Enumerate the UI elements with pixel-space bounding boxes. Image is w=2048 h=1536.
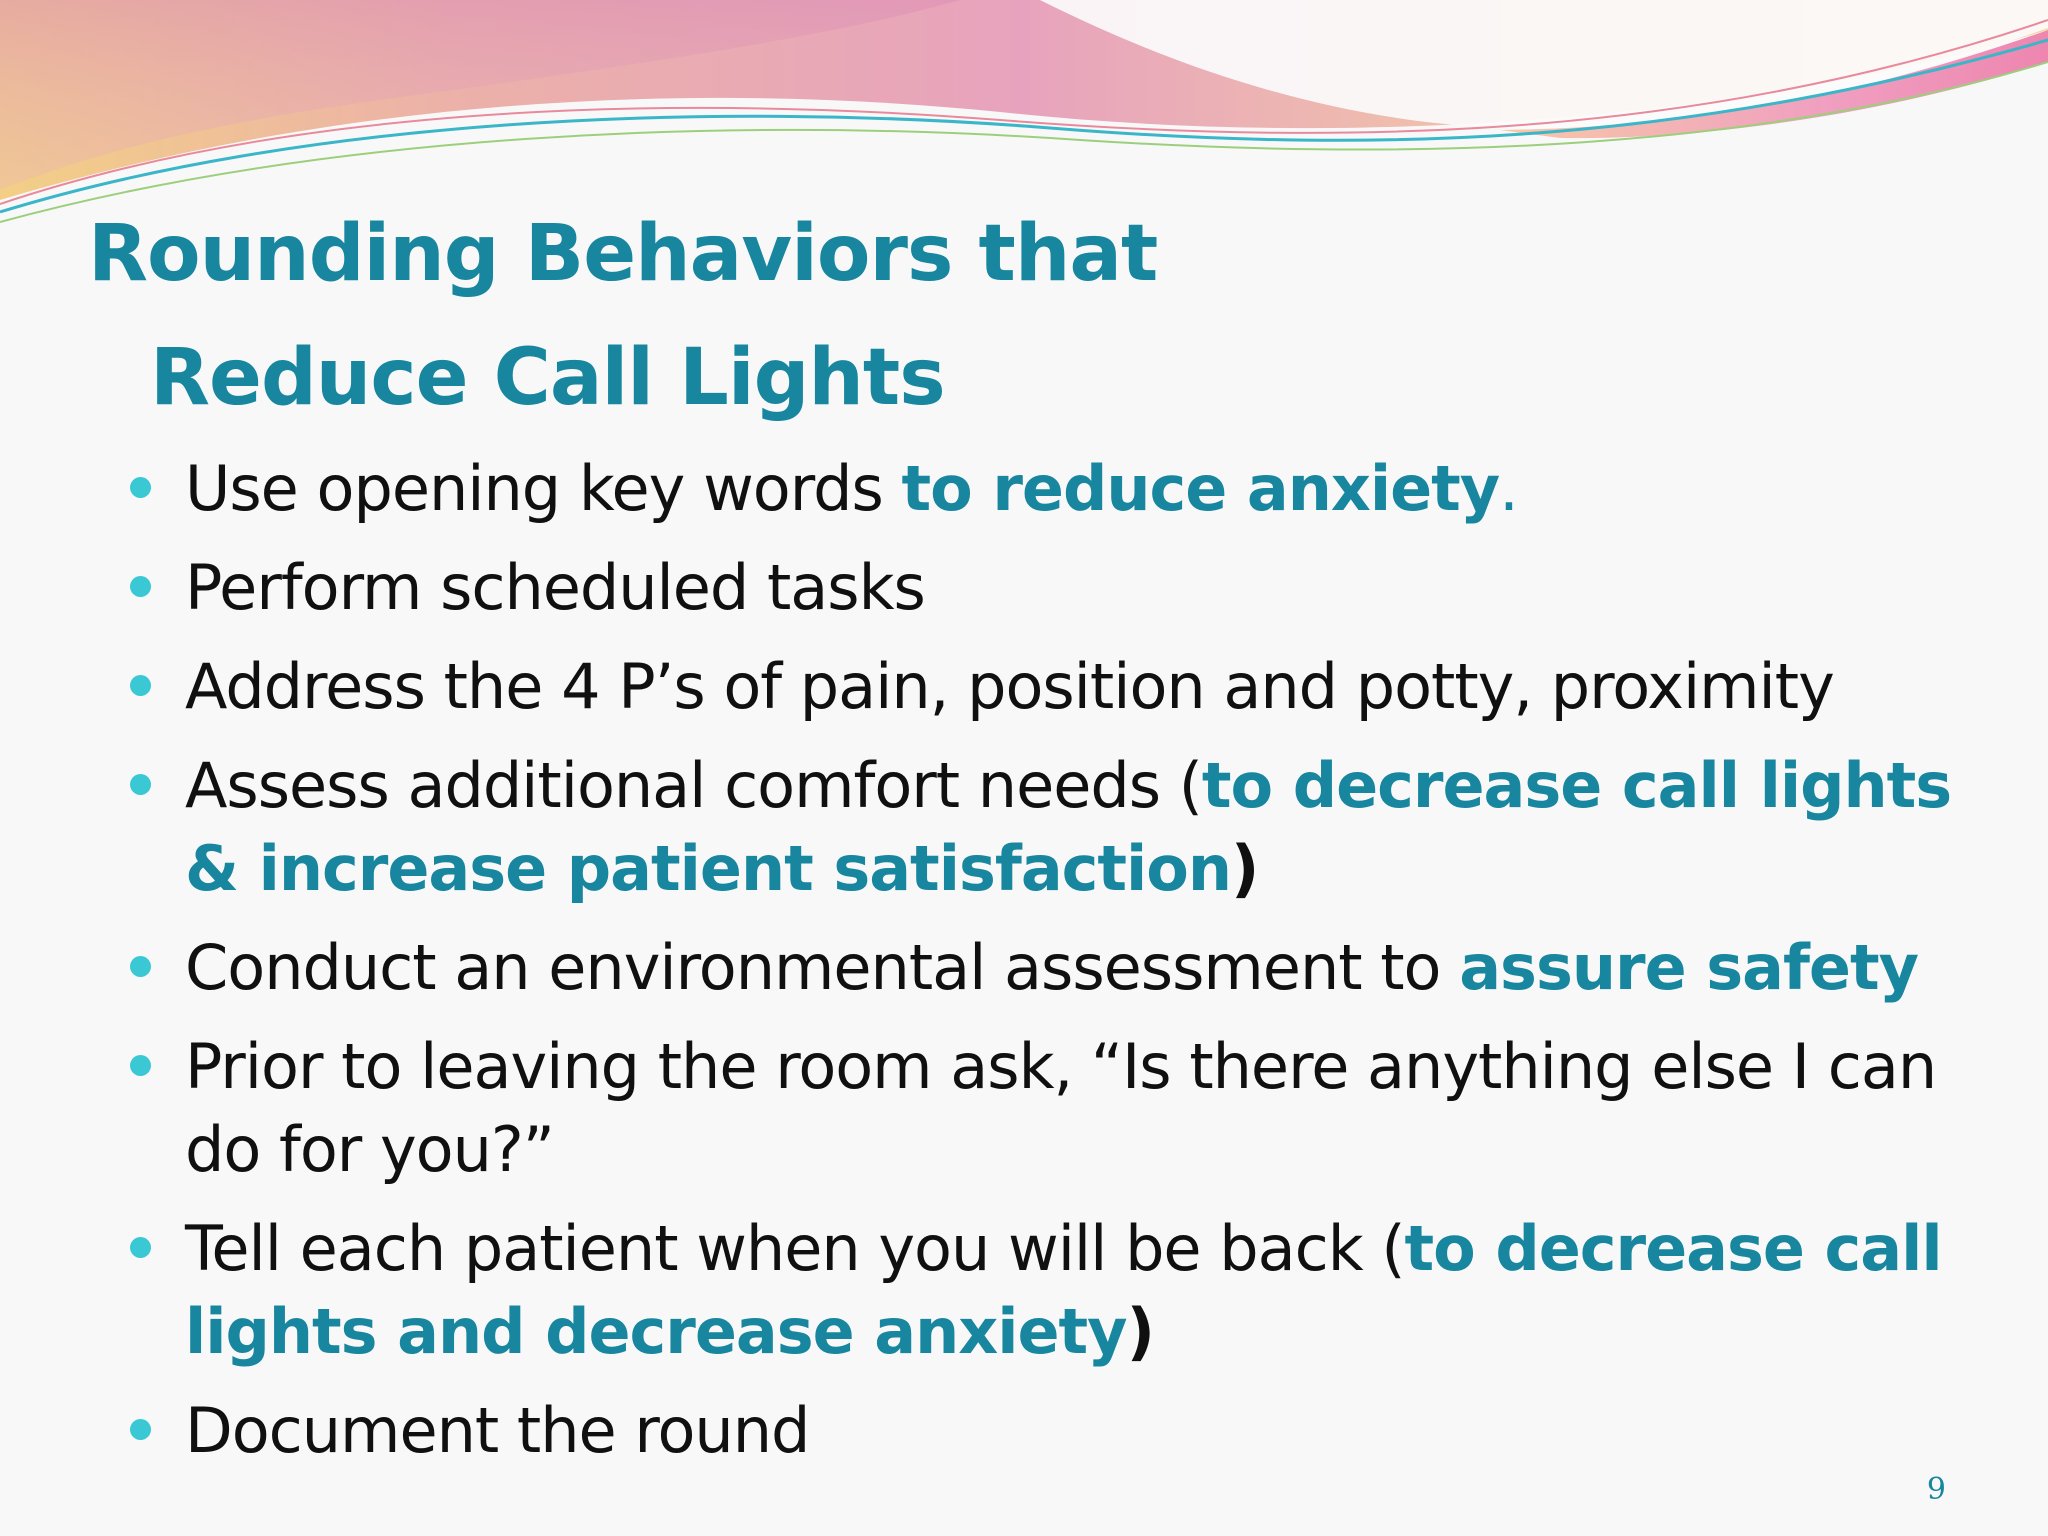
bullet-item: [128, 447, 2008, 530]
bullet-dot-icon: [130, 1237, 151, 1258]
bullet-item: [128, 1025, 2008, 1191]
bullet-text: Assess additional comfort needs (: [185, 749, 1202, 822]
slide-title: [88, 192, 1157, 440]
bullet-emphasis: to reduce anxiety: [901, 452, 1500, 525]
bullet-list: [128, 447, 2008, 1488]
bullet-emphasis: to decrease call lights and decrease anxiety: [185, 1212, 1942, 1368]
bullet-dot-icon: [130, 576, 151, 597]
bullet-text-end: ): [1126, 1295, 1154, 1368]
bullet-dot-icon: [130, 675, 151, 696]
bullet-dot-icon: [130, 956, 151, 977]
bullet-dot-icon: [130, 774, 151, 795]
bullet-text-end: ): [1231, 832, 1259, 905]
bullet-emphasis: to decrease call lights & increase patient satisfaction: [185, 749, 1952, 905]
bullet-text: Use opening key words: [185, 452, 902, 525]
bullet-item: [128, 1207, 2008, 1373]
bullet-dot-icon: [130, 477, 151, 498]
bullet-text: Tell each patient when you will be back (: [185, 1212, 1405, 1285]
bullet-dot-icon: [130, 1419, 151, 1440]
bullet-text: Address the 4 P’s of pain, position and potty, proximity: [185, 650, 1834, 723]
bullet-emphasis: assure safety: [1459, 931, 1919, 1004]
bullet-text: Document the round: [185, 1394, 810, 1467]
bullet-text-end: .: [1499, 452, 1518, 525]
bullet-item: [128, 926, 2008, 1009]
page-number: 9: [1926, 1472, 1946, 1507]
bullet-item: [128, 744, 2008, 910]
bullet-dot-icon: [130, 1055, 151, 1076]
slide-title-line-1: Rounding Behaviors that: [88, 209, 1158, 299]
bullet-text: Prior to leaving the room ask, “Is there anything else I can do for you?”: [185, 1030, 1937, 1186]
bullet-item: [128, 1389, 2008, 1472]
bullet-text: Conduct an environmental assessment to: [185, 931, 1460, 1004]
bullet-text: Perform scheduled tasks: [185, 551, 925, 624]
slide-title-line-2: Reduce Call Lights: [150, 333, 945, 423]
bullet-item: [128, 546, 2008, 629]
bullet-item: [128, 645, 2008, 728]
